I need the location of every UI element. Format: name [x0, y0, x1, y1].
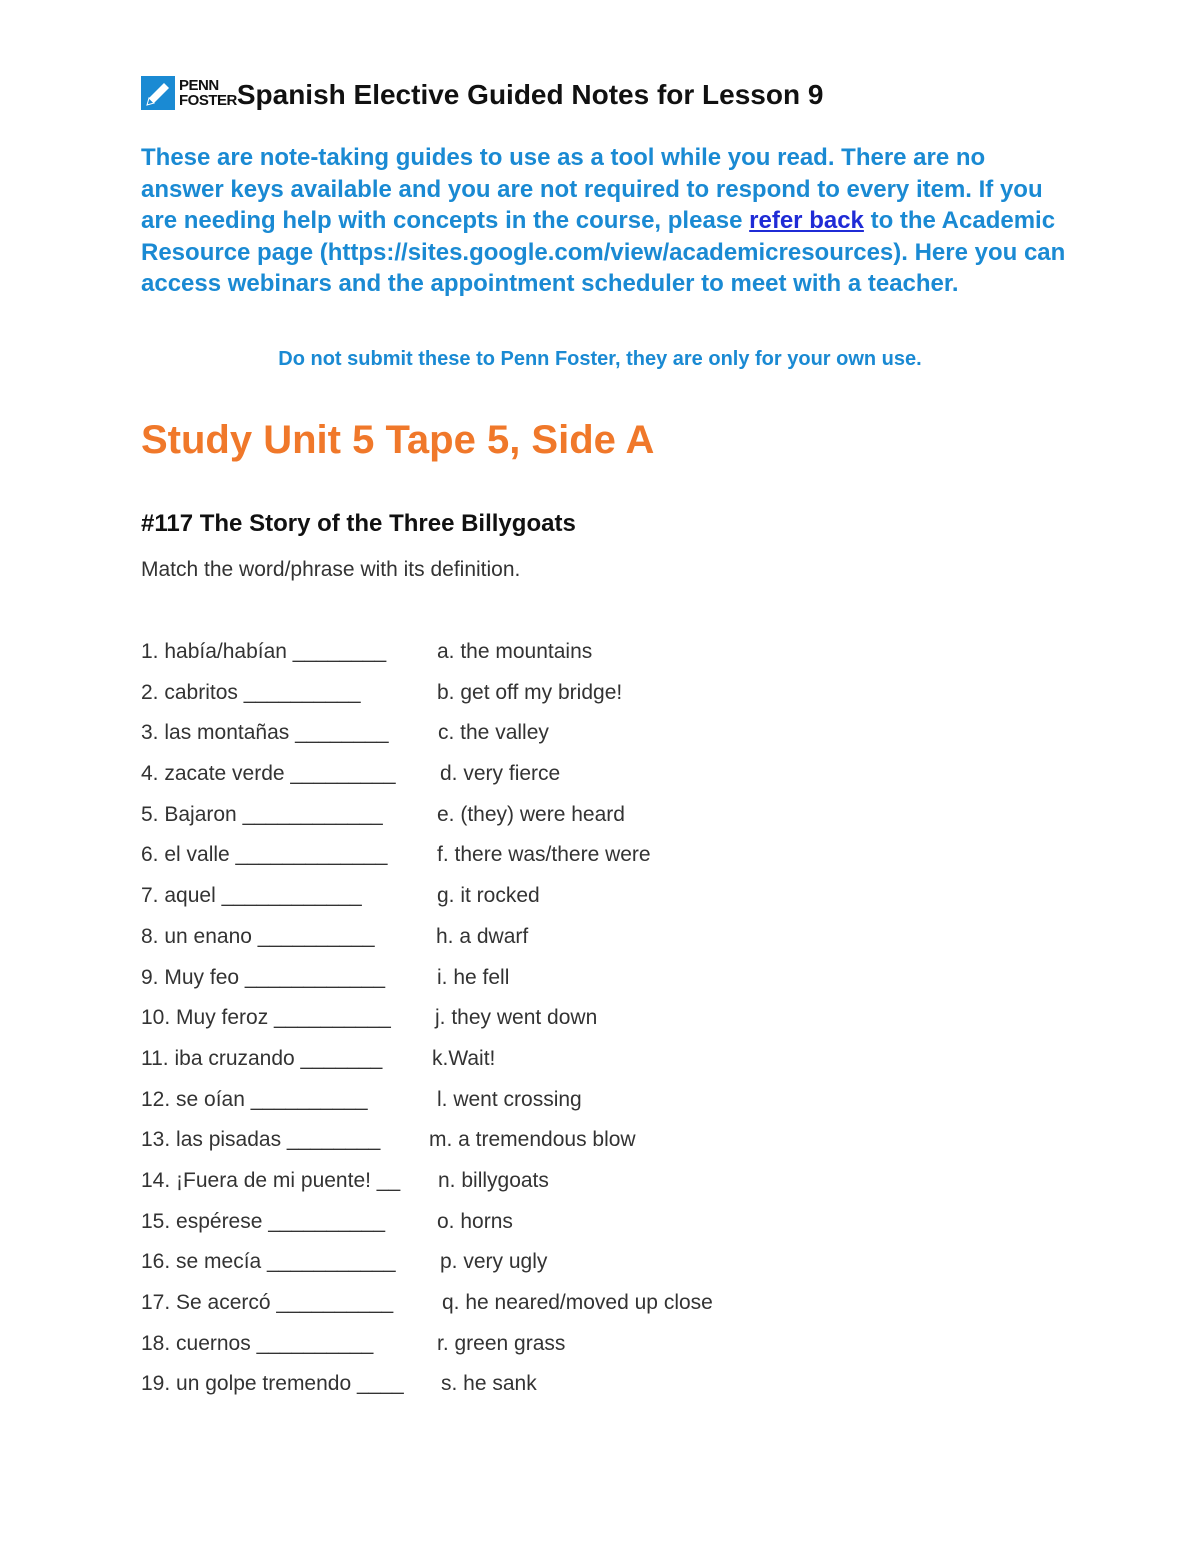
match-item [141, 1085, 1041, 1126]
match-item [141, 759, 1041, 800]
match-term: 12. se oían __________ [141, 1087, 368, 1111]
match-term: 5. Bajaron ____________ [141, 802, 383, 826]
match-definition: r. green grass [437, 1331, 566, 1355]
match-term: 7. aquel ____________ [141, 884, 362, 908]
intro-text-after: to the Academic Resource page (https://sites.google.com/view/academicresources). Here you can access webinars and the appointment scheduler to meet with a teacher. [141, 207, 1066, 298]
match-definition: q. he neared/moved up close [442, 1291, 713, 1314]
match-item [141, 1003, 1041, 1044]
match-definition: d. very fierce [440, 762, 561, 786]
match-item [141, 1044, 1041, 1085]
intro-paragraph [141, 142, 1071, 300]
match-term: 2. cabritos __________ [141, 680, 361, 704]
match-term: 3. las montañas ________ [141, 721, 389, 745]
match-term: 9. Muy feo ____________ [141, 965, 386, 989]
match-definition: i. he fell [437, 965, 510, 989]
document-header [141, 72, 823, 112]
match-item [141, 881, 1041, 922]
match-definition: j. they went down [435, 1006, 598, 1030]
match-definition: n. billygoats [438, 1168, 549, 1192]
intro-text-before: These are note-taking guides to use as a tool while you read. There are no answer keys available and you are not required to respond to every item. If you are needing help with concepts in the course, please [141, 144, 1043, 235]
match-definition: f. there was/there were [437, 843, 651, 867]
match-item [141, 718, 1041, 759]
match-item [141, 1166, 1041, 1207]
match-term: 11. iba cruzando _______ [141, 1046, 383, 1070]
submission-notice: Do not submit these to Penn Foster, they are only for your own use. [278, 348, 922, 370]
section-title: #117 The Story of the Three Billygoats [141, 510, 576, 537]
logo-line-2: FOSTER [179, 92, 237, 109]
match-term: 16. se mecía ___________ [141, 1250, 396, 1274]
match-definition: p. very ugly [440, 1250, 548, 1274]
match-item [141, 1247, 1041, 1288]
match-definition: l. went crossing [437, 1087, 582, 1111]
match-term: 6. el valle _____________ [141, 843, 388, 867]
match-definition: s. he sank [441, 1372, 537, 1396]
match-definition: b. get off my bridge! [437, 680, 623, 704]
match-definition: k.Wait! [432, 1046, 496, 1070]
logo-line-1: PENN [179, 77, 219, 94]
match-term: 19. un golpe tremendo ____ [141, 1372, 404, 1396]
match-definition: m. a tremendous blow [429, 1128, 636, 1152]
match-item [141, 678, 1041, 719]
match-item [141, 1369, 1041, 1410]
match-definition: e. (they) were heard [437, 802, 625, 826]
instructions: Match the word/phrase with its definition. [141, 558, 521, 581]
match-term: 8. un enano __________ [141, 924, 375, 948]
unit-title: Study Unit 5 Tape 5, Side A [141, 418, 655, 462]
refer-back-link[interactable]: refer back [749, 207, 864, 235]
match-item [141, 922, 1041, 963]
match-item [141, 1329, 1041, 1370]
match-item [141, 1288, 1041, 1329]
match-item [141, 800, 1041, 841]
match-item [141, 963, 1041, 1004]
match-term: 13. las pisadas ________ [141, 1128, 381, 1152]
pencil-icon [141, 76, 175, 110]
match-term: 18. cuernos __________ [141, 1331, 374, 1355]
document-title: Spanish Elective Guided Notes for Lesson 9 [236, 79, 824, 110]
matching-list [141, 637, 1041, 1410]
logo-wordmark [179, 78, 237, 108]
match-item [141, 1207, 1041, 1248]
match-definition: a. the mountains [437, 640, 593, 663]
match-definition: c. the valley [438, 721, 549, 745]
match-term: 14. ¡Fuera de mi puente! __ [141, 1168, 401, 1192]
match-definition: g. it rocked [437, 884, 540, 908]
match-definition: o. horns [437, 1209, 513, 1233]
match-term: 4. zacate verde _________ [141, 762, 396, 786]
match-term: 15. espérese __________ [141, 1209, 386, 1233]
match-term: 17. Se acercó __________ [141, 1291, 394, 1314]
match-term: 10. Muy feroz __________ [141, 1006, 391, 1030]
match-definition: h. a dwarf [436, 924, 529, 948]
match-item [141, 840, 1041, 881]
match-item [141, 637, 1041, 678]
match-term: 1. había/habían ________ [141, 640, 387, 663]
match-item [141, 1125, 1041, 1166]
penn-foster-logo [141, 74, 237, 112]
